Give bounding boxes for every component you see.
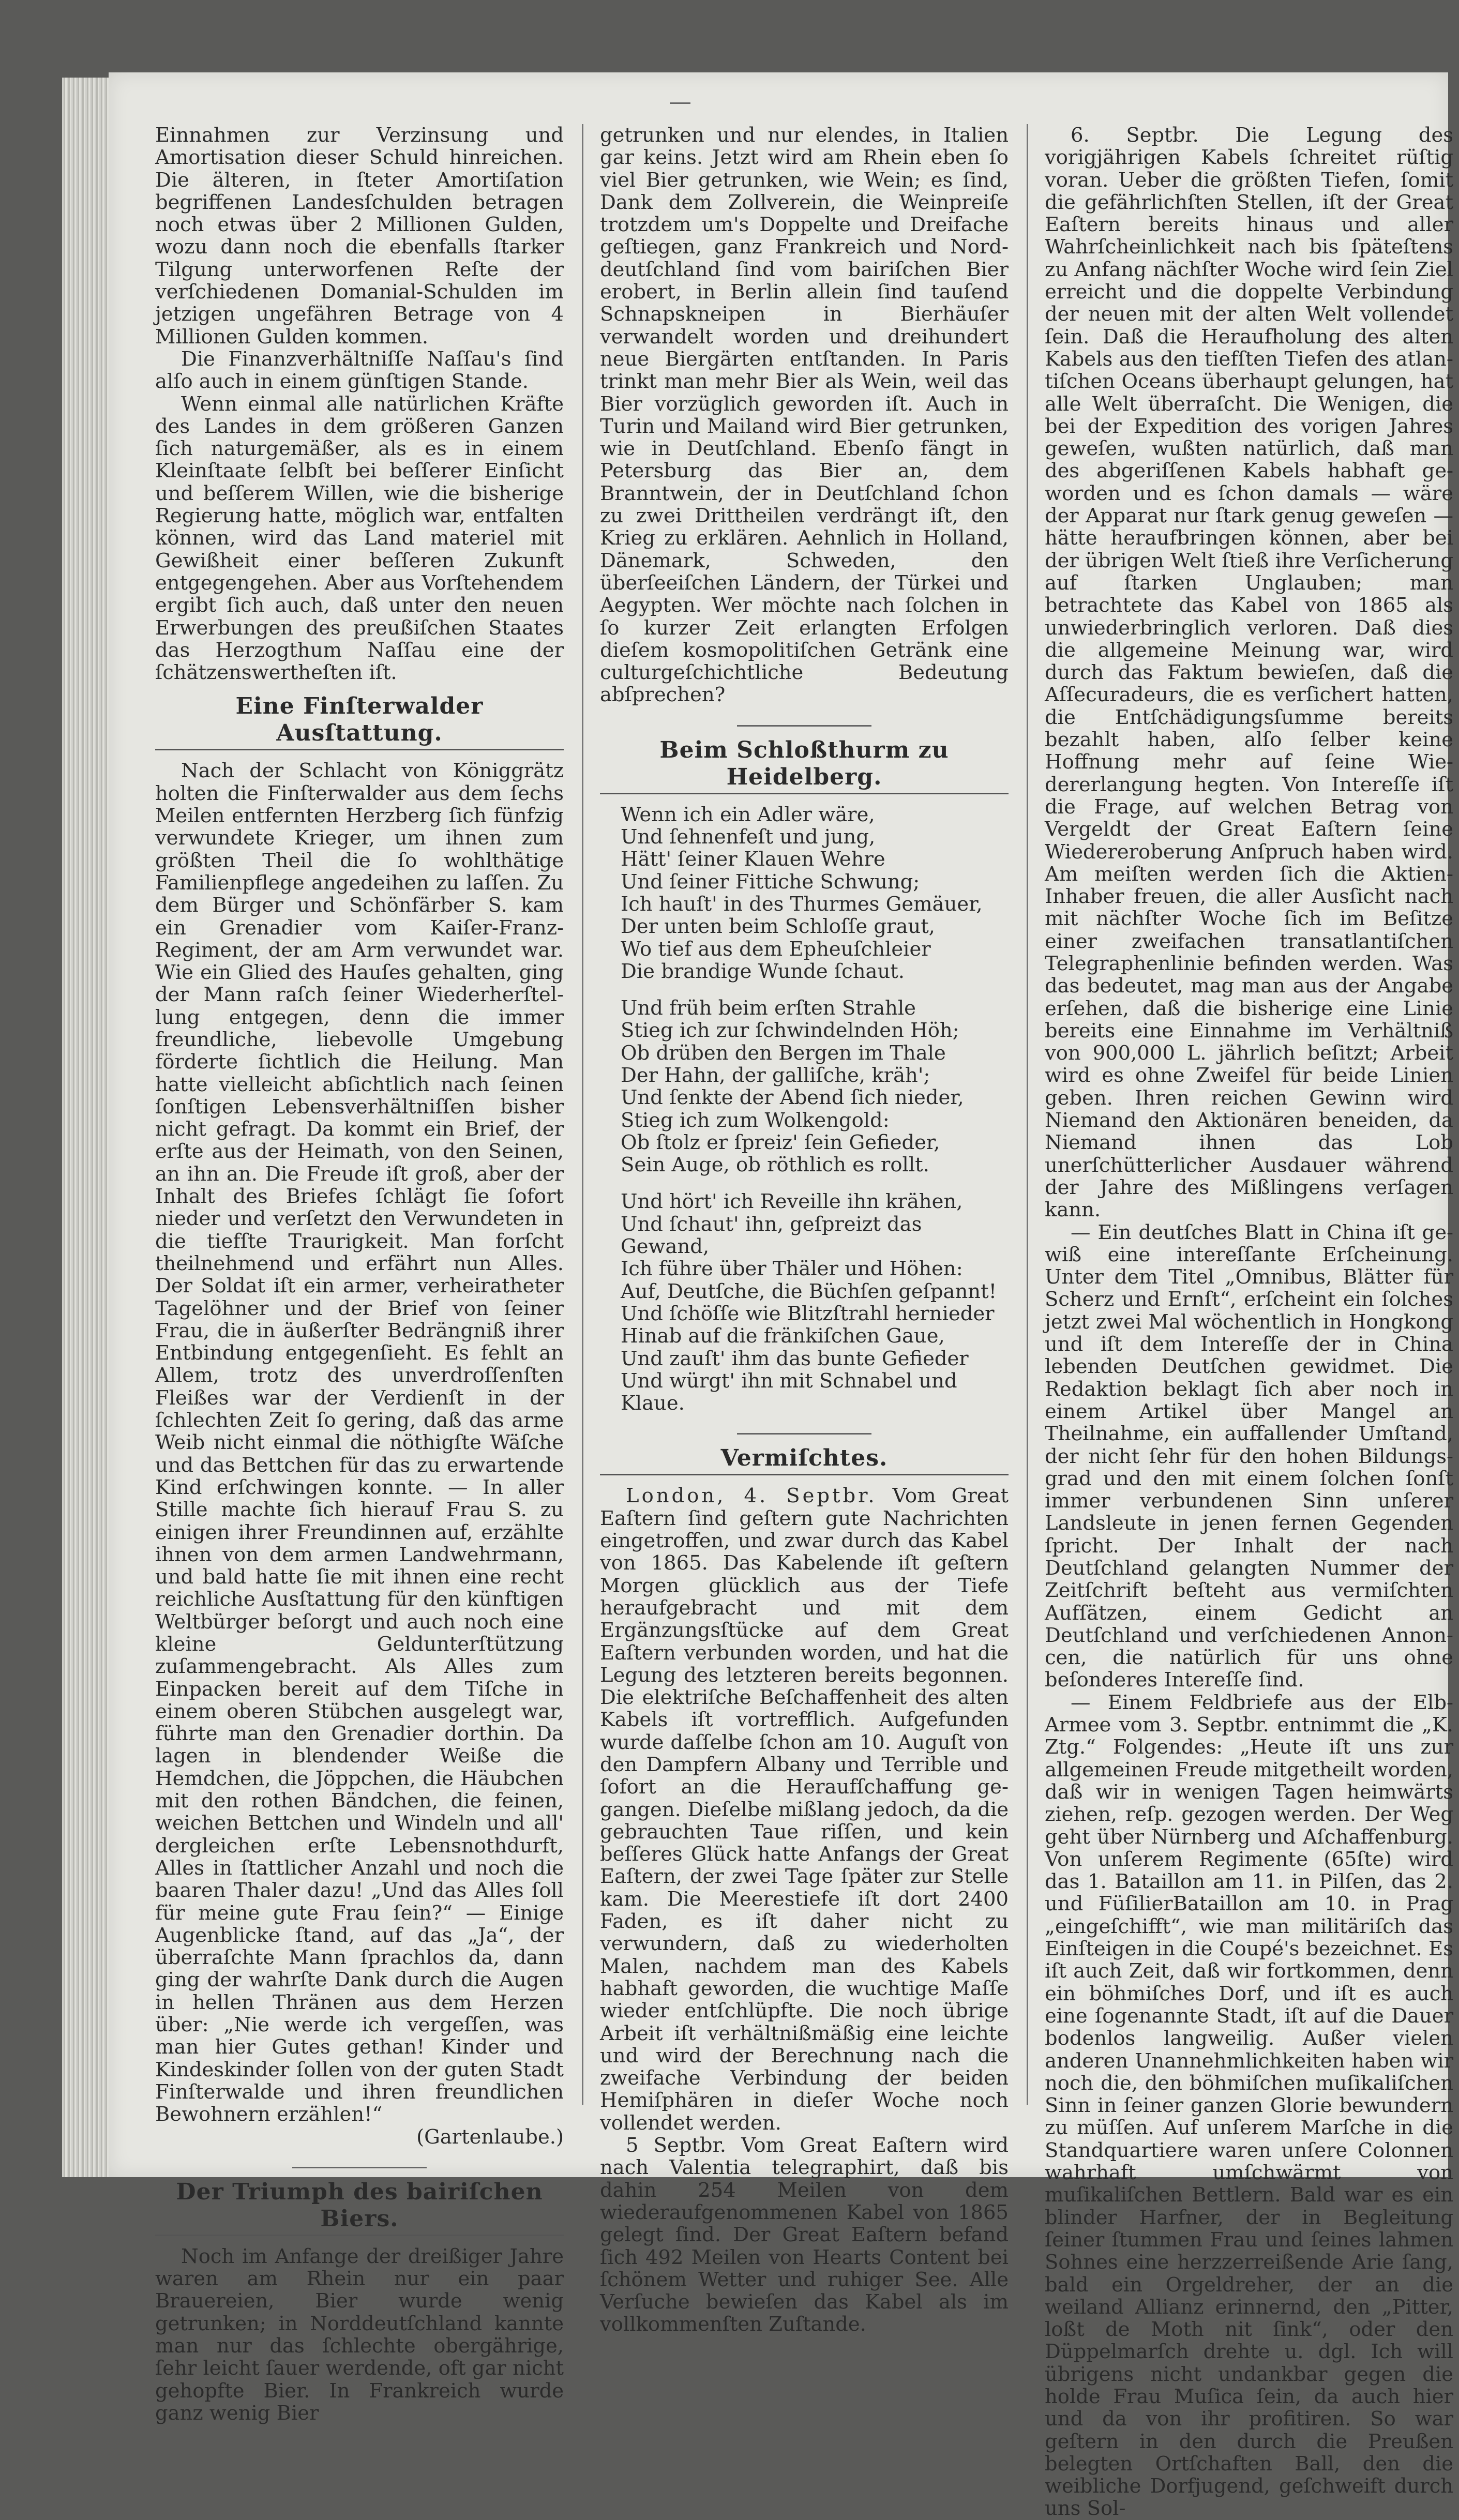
poem-stanza	[621, 997, 1009, 1176]
poem-line: Und zauſt' ihm das bunte Gefieder	[621, 1347, 969, 1370]
paragraph	[600, 1485, 1009, 2134]
paragraph-text: Vom Great Eaſtern ſind geſtern gute Nachrichten eingetroffen, und zwar durch das Kabel von 1865. Das Kabelende iſt geſtern Morgen glücklich aus der Tiefe heraufgebracht und mit dem Ergänzungsſtücke auf dem Great Eaſtern verbunden worden, und hat die Legung des letzteren bereits begonnen. Die elektriſche Beſchaffenheit des alten Kabels iſt vortrefflich. Aufgefunden wurde daſſelbe ſchon am 10. Auguſt von den Dampfern Albany und Terrible und ſofort an die Heraufſchaffung gegangen. Dieſelbe mißlang jedoch, da die gebrauchten Taue riſſen, und kein beſſeres Glück hatte Anfangs der Great Eaſtern, der zwei Tage ſpäter zur Stelle kam. Die Meerestiefe iſt dort 2400 Faden, es iſt daher nicht zu verwundern, daß zu wiederholten Malen, nachdem man des Kabels habhaft geworden, die wuchtige Maſſe wieder entſchlüpfte. Die noch übrige Arbeit iſt verhältnißmäßig eine leichte und wird der Berechnung nach die zweifache Verbindung der beiden Hemiſphären in dieſer Woche noch vollendet werden.	[600, 1484, 1009, 2135]
column-divider	[1027, 124, 1028, 2105]
column-divider	[582, 124, 583, 2105]
poem-line: Ich hauſt' in des Thurmes Gemäuer,	[621, 892, 983, 916]
poem-line: Die brandige Wunde ſchaut.	[621, 959, 905, 983]
poem-line: Hinab auf die fränkiſchen Gaue,	[621, 1324, 945, 1348]
newspaper-page	[109, 72, 1453, 2520]
poem-line: Stieg ich zum Wolkengold:	[621, 1108, 890, 1132]
poem-line: Sein Auge, ob röthlich es rollt.	[621, 1153, 929, 1177]
poem-line: Wenn ich ein Adler wäre,	[621, 803, 875, 826]
paragraph: Einnahmen zur Verzinsung und Amortisation dieser Schuld hinreichen. Die älteren, in ſteter Amortiſation begriffenen Landesſchulden betragen noch etwas über 2 Millionen Gulden, wozu dann noch die ebenfalls ſtarker Tilgung unterworfenen Reſte der verſchiedenen Domanial-Schulden im jetzigen ungefähren Betrage von 4 Millionen Gulden kommen.	[155, 124, 564, 349]
poem-line: Ob drüben den Bergen im Thale	[621, 1041, 946, 1065]
poem-stanza	[621, 1190, 1009, 1414]
poem-line: Auf, Deutſche, die Büchſen geſpannt!	[621, 1279, 997, 1303]
paragraph: getrunken und nur elendes, in Italien gar keins. Jetzt wird am Rhein eben ſo viel Bier getrunken, wie Wein; es ſind, Dank dem Zollverein, die Weinpreiſe trotzdem um's Doppelte und Dreifache geſtiegen, ganz Frankreich und Norddeutſchland ſind vom bairiſchen Bier erobert, in Berlin allein ſind tauſend Schnapskneipen in Bierhäuſer verwandelt worden und dreihundert neue Biergärten entſtanden. In Paris trinkt man mehr Bier als Wein, weil das Bier vorzüglich geworden iſt. Auch in Turin und Mailand wird Bier getrunken, wie in Deutſchland. Ebenſo fängt in Petersburg das Bier an, dem Branntwein, der in Deutſchland ſchon zu zwei Drittheilen verdrängt iſt, den Krieg zu erklären. Aehnlich in Holland, Dänemark, Schweden, den überſeeiſchen Ländern, der Türkei und Aegypten. Wer möchte nach ſolchen in ſo kurzer Zeit erlangten Erfolgen dieſem kosmopolitiſchen Getränk eine culturgeſchichtliche Bedeutung abſprechen?	[600, 124, 1009, 707]
section-separator	[737, 725, 871, 727]
poem-line: Und ſchöſſe wie Blitzſtrahl hernieder	[621, 1302, 995, 1325]
poem-line: Wo tief aus dem Epheuſchleier	[621, 937, 931, 961]
paragraph: Nach der Schlacht von Königgrätz holten die Finſterwalder aus dem ſechs Meilen entfernten Herzberg ſich fünfzig verwundete Krieger, um ihnen zum größten Theil die ſo wohlthätige Familienpflege angedeihen zu laſſen. Zu dem Bürger und Schönfärber S. kam ein Grenadier vom Kaiſer-Franz-Regiment, der am Arm verwundet war. Wie ein Glied des Hauſes gehalten, ging der Mann raſch ſeiner Wiederherſtellung entgegen, denn die immer freundliche, liebevolle Umgebung förderte ſichtlich die Heilung. Man hatte vielleicht abſichtlich nach ſeinen ſonſtigen Lebensverhältniſſen bisher nicht gefragt. Da kommt ein Brief, der erſte aus der Heimath, von den Seinen, an ihn an. Die Freude iſt groß, aber der Inhalt des Briefes ſchlägt ſie ſofort nieder und verſetzt den Verwundeten in die tiefſte Traurigkeit. Man forſcht theilnehmend und erfährt nun Alles. Der Soldat iſt ein armer, verheiratheter Tagelöhner und der Brief von ſeiner Frau, die in äußerſter Bedrängniß ihrer Entbindung entgegenſieht. Es fehlt an Allem, trotz des unverdroſſenſten Fleißes war der Verdienſt in der ſchlechten Zeit ſo gering, daß das arme Weib nicht einmal die nöthigſte Wäſche und das Bettchen für das zu erwartende Kind erſchwingen konnte. — In aller Stille machte ſich hierauf Frau S. zu einigen ihrer Freundinnen auf, erzählte ihnen von dem armen Landwehrmann, und bald hatte ſie mit ihnen eine recht reichliche Ausſtattung für den künftigen Weltbürger beſorgt und auch noch eine kleine Geldunterſtützung zuſammengebracht. Als Alles zum Einpacken bereit auf dem Tiſche in einem oberen Stübchen ausgelegt war, führte man den Grenadier dorthin. Da lagen in blendender Weiße die Hemdchen, die Jöppchen, die Häubchen mit den rothen Bändchen, die feinen, weichen Bettchen und Windeln und all' dergleichen erſte Lebensnothdurft, Alles in ſtattlicher Anzahl und noch die baaren Thaler dazu! „Und das Alles ſoll für meine gute Frau ſein?“ — Einige Augenblicke ſtand, auf das „Ja“, der überraſchte Mann ſprachlos da, dann ging der wahrſte Dank durch die Augen in hellen Thränen aus dem Herzen über: „Nie werde ich vergeſſen, was man hier Gutes gethan! Kinder und Kindeskinder ſollen von der guten Stadt Finſterwalde und ihren freundlichen Bewohnern erzählen!“	[155, 759, 564, 2126]
source-credit: (Gartenlaube.)	[416, 2125, 564, 2149]
poem-line: Ob ſtolz er ſpreiz' ſein Gefieder,	[621, 1130, 940, 1154]
section-heading: Vermiſchtes.	[600, 1445, 1009, 1475]
column-3	[1045, 124, 1453, 2520]
poem-line: Und ſeiner Fittiche Schwung;	[621, 870, 920, 894]
poem-line: Hätt' ſeiner Klauen Wehre	[621, 848, 885, 871]
poem-line: Und würgt' ihn mit Schnabel und Klaue.	[621, 1369, 957, 1415]
article-heading: Der Triumph des bairiſchen Biers.	[155, 2179, 564, 2236]
paragraph: — Ein deutſches Blatt in China iſt gewiß eine intereſſante Erſcheinung. Unter dem Titel „Omnibus, Blätter für Scherz und Ernſt“, erſcheint ein ſolches jetzt zwei Mal wöchentlich in Hongkong und iſt dem Intereſſe der in China lebenden Deutſchen gewidmet. Die Redaktion beklagt ſich aber noch in einem Artikel über Mangel an Theilnahme, ein auffallender Umſtand, der nicht ſehr für den hohen Bildungsgrad und den mit einem ſolchen ſonſt immer verbundenen Sinn unſerer Landsleute in jenen fernen Gegenden ſpricht. Der Inhalt der nach Deutſchland gelangten Nummer der Zeitſchrift beſteht aus vermiſchten Aufſätzen, einem Gedicht an Deutſchland und verſchiedenen Annoncen, die natürlich für uns ohne beſonderes Intereſſe ſind.	[1045, 1220, 1453, 1692]
paragraph: Die Finanzverhältniſſe Naſſau's ſind alſo auch in einem günſtigen Stande.	[155, 347, 564, 394]
paragraph: 6. Septbr. Die Legung des vorigjährigen Kabels ſchreitet rüſtig voran. Ueber die größten Tiefen, ſomit die gefährlichſten Stellen, iſt der Great Eaſtern bereits hinaus und aller Wahrſcheinlichkeit nach bis ſpäteſtens zu Anfang nächſter Woche wird ſein Ziel erreicht und die doppelte Verbindung der neuen mit der alten Welt vollendet ſein. Daß die Heraufholung des alten Kabels aus den tiefſten Tiefen des atlantiſchen Oceans überhaupt gelungen, hat alle Welt überraſcht. Die Wenigen, die bei der Expedition des vorigen Jahres geweſen, wußten natürlich, daß man des abgeriſſenen Kabels habhaft geworden und es ſchon damals — wäre der Apparat nur ſtark genug geweſen — hätte heraufbringen können, aber bei der übrigen Welt ſtieß ihre Verſicherung auf ſtarken Unglauben; man betrachtete das Kabel von 1865 als unwiederbringlich verloren. Daß dies die allgemeine Meinung war, wird durch das Faktum bewieſen, daß die Aſſecuradeurs, die es verſichert hatten, die Entſchädigungsſumme bereits bezahlt haben, alſo ſelber keine Hoffnung mehr auf ſeine Wiedererlangung hegten. Von Intereſſe iſt die Frage, auf welchen Betrag von Vergeldt der Great Eaſtern ſeine Wiedereroberung Anſpruch haben wird. Am meiſten werden ſich die AktienInhaber freuen, die aller Ausſicht nach mit nächſter Woche ſich im Beſitze einer zweifachen transatlantiſchen Telegraphenlinie befinden werden. Was das bedeutet, mag man aus der Angabe erſehen, daß die bisherige eine Linie bereits eine Einnahme im Verhältniß von 900,000 L. jährlich beſitzt; Arbeit wird es ohne Zweifel für beide Linien geben. Ihren reichen Gewinn wird Niemand den Aktionären beneiden, da Niemand ihnen das Lob unerſchütterlicher Ausdauer während der Jahre des Mißlingens verſagen kann.	[1045, 124, 1453, 1222]
poem	[621, 804, 1009, 1415]
poem-line: Und hört' ich Reveille ihn krähen,	[621, 1190, 963, 1214]
top-rule-mark	[670, 102, 690, 104]
poem-stanza	[621, 804, 1009, 983]
dateline: London, 4. Septbr.	[626, 1484, 877, 1508]
column-1	[155, 124, 564, 2424]
poem-line: Und ſehnenfeſt und jung,	[621, 825, 876, 849]
poem-line: Und ſenkte der Abend ſich nieder,	[621, 1086, 964, 1110]
poem-line: Der Hahn, der galliſche, kräh';	[621, 1063, 930, 1087]
section-separator	[292, 2167, 427, 2168]
paragraph: 5 Septbr. Vom Great Eaſtern wird nach Valentia telegraphirt, daß bis dahin 254 Meilen von dem wiederaufgenommenen Kabel von 1865 gelegt ſind. Der Great Eaſtern befand ſich 492 Meilen von Hearts Content bei ſchönem Wetter und ruhiger See. Alle Verſuche bewieſen das Kabel als im vollkommenſten Zuſtande.	[600, 2134, 1009, 2336]
paragraph: — Einem Feldbriefe aus der Elb-Armee vom 3. Septbr. entnimmt die „K. Ztg.“ Folgendes: „Heute iſt uns zur allgemeinen Freude mitgetheilt worden, daß wir in wenigen Tagen heimwärts ziehen, reſp. gezogen werden. Der Weg geht über Nürnberg und Aſchaffenburg. Von unſerem Regimente (65ſte) wird das 1. Bataillon am 11. in Pilſen, das 2. und FüſilierBataillon am 10. in Prag „eingeſchifft“, wie man militäriſch das Einſteigen in die Coupé's bezeichnet. Es iſt auch Zeit, daß wir fortkommen, denn ein böhmiſches Dorf, und iſt es auch eine ſogenannte Stadt, iſt auf die Dauer bodenlos langweilig. Außer vielen anderen Unannehmlichkeiten haben wir noch die, den böhmiſchen muſikaliſchen Sinn in ſeiner ganzen Glorie bewundern zu müſſen. Auf unſerem Marſche in die Standquartiere waren unſere Colonnen wahrhaft umſchwärmt von muſikaliſchen Bettlern. Bald war es ein blinder Harfner, der in Begleitung ſeiner ſtummen Frau und ſeines lahmen Sohnes eine herzzerreißende Arie ſang, bald ein Orgeldreher, der an die weiland Allianz erinnernd, den „Pitter, loßt de Moth nit ſink“, oder den Düppelmarſch drehte u. dgl. Ich will übrigens nicht undankbar gegen die holde Frau Muſica ſein, da auch hier und da von ihr profitiren. So war geſtern in den durch die Preußen belegten Ortſchaften Ball, den die weibliche Dorfjugend, geſchweift durch uns Sol-	[1045, 1691, 1453, 2520]
poem-line: Stieg ich zur ſchwindelnden Höh;	[621, 1019, 959, 1043]
poem-line: Ich führe über Thäler und Höhen:	[621, 1257, 963, 1281]
poem-title: Beim Schloßthurm zu Heidelberg.	[600, 737, 1009, 794]
poem-line: Der unten beim Schloſſe graut,	[621, 915, 935, 939]
article-heading: Eine Finſterwalder Ausſtattung.	[155, 693, 564, 750]
section-separator	[737, 1433, 871, 1435]
poem-line: Und ſchaut' ihn, geſpreizt das Gewand,	[621, 1212, 922, 1259]
column-2	[600, 124, 1009, 2336]
paragraph: Wenn einmal alle natürlichen Kräfte des Landes in dem größeren Ganzen ſich naturgemäßer, als es in einem Kleinſtaate ſelbſt bei beſſerer Einſicht und beſſerem Willen, wie die bisherige Regierung hatte, möglich war, entfalten können, wird das Land materiel mit Gewißheit einer beſſeren Zukunft entgegengehen. Aber aus Vorſtehendem ergibt ſich auch, daß unter den neuen Erwerbungen des preußiſchen Staates das Herzogthum Naſſau eine der ſchätzenswertheſten iſt.	[155, 392, 564, 685]
poem-line: Und früh beim erſten Strahle	[621, 997, 916, 1020]
paragraph: Noch im Anfange der dreißiger Jahre waren am Rhein nur ein paar Brauereien, Bier wurde wenig getrunken; in Norddeutſchland kannte man nur das ſchlechte obergährige, ſehr leicht ſauer werdende, oft gar nicht gehopfte Bier. In Frankreich wurde ganz wenig Bier	[155, 2244, 564, 2425]
